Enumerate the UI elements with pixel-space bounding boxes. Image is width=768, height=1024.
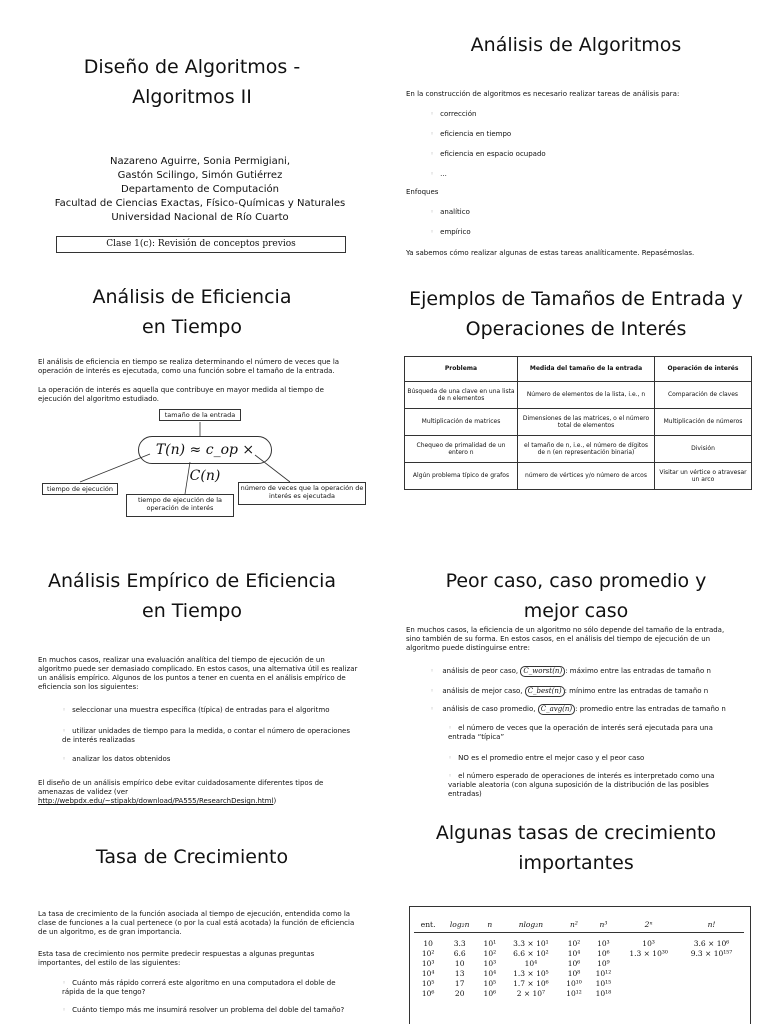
slide-casos	[384, 544, 768, 816]
table-cell: 10³	[642, 939, 655, 948]
table-cell: 10	[423, 939, 433, 948]
table-row	[405, 463, 752, 490]
sub-bullet-item: ◦ el número esperado de operaciones de interés es interpretado como una variable aleatoria (con alguna suposición de la distribución de las posibles entradas)	[448, 772, 738, 799]
intro-text: En la construcción de algoritmos es necesario realizar tareas de análisis para:	[406, 90, 680, 98]
avg-desc: : promedio entre las entradas de tamaño n	[575, 705, 726, 713]
bullet-best-case	[430, 686, 708, 697]
worst-label: análisis de peor caso,	[442, 667, 519, 675]
best-desc: : mínimo entre las entradas de tamaño n	[564, 687, 709, 695]
table-cell: 1.7 × 10⁶	[513, 979, 549, 988]
table-cell: 10¹⁸	[595, 989, 612, 998]
bullet-item: ◦ utilizar unidades de tiempo para la medida, o contar el número de operaciones de interés realizadas	[62, 727, 352, 745]
authors-line: Gastón Scilingo, Simón Gutiérrez	[117, 170, 283, 181]
sub-bullet-item: ◦ NO es el promedio entre el mejor caso y el peor caso	[448, 754, 738, 763]
slide-title	[0, 0, 384, 272]
bullet-avg-case	[430, 704, 726, 715]
heading-line1: Peor caso, caso promedio y	[445, 570, 707, 592]
slide-heading	[384, 566, 768, 626]
table-row	[414, 959, 744, 969]
time-formula: T(n) ≈ c_op × C(n)	[138, 436, 272, 464]
table-cell: 10¹⁰	[566, 979, 582, 988]
best-symbol: C_best(n)	[525, 686, 565, 697]
table-cell: Búsqueda de una clave en una lista de n elementos	[405, 382, 518, 409]
table-row	[405, 382, 752, 409]
slide-eficiencia	[0, 272, 384, 544]
table-cell: 10⁴	[483, 969, 497, 978]
intro-text: En muchos casos, la eficiencia de un algoritmo no sólo depende del tamaño de la entrada, sino también de su forma. En estos casos, en el análisis del tiempo de ejecución de un algoritmo puede distinguirse entre:	[406, 626, 725, 652]
slide-heading	[384, 818, 768, 878]
heading-line2: en Tiempo	[142, 316, 242, 338]
table-cell: Chequeo de primalidad de un entero n	[405, 436, 518, 463]
table-cell	[618, 979, 679, 989]
course-title-line2: Algoritmos II	[132, 86, 252, 108]
table-cell: 6.6 × 10²	[513, 949, 549, 958]
bullet-item: ◦ analizar los datos obtenidos	[62, 755, 352, 764]
paragraph: Esta tasa de crecimiento nos permite predecir respuestas a algunas preguntas importantes, del estilo de las siguientes:	[38, 950, 315, 967]
table-cell: 10²	[421, 949, 435, 958]
bullet-item: ◦ seleccionar una muestra específica (típica) de entradas para el algoritmo	[62, 706, 352, 715]
column-header: nlog₂n	[503, 918, 560, 933]
faculty: Facultad de Ciencias Exactas, Físico-Químicas y Naturales	[54, 198, 346, 209]
table-cell: 10³	[421, 959, 435, 968]
table-cell: 10⁴	[524, 959, 538, 968]
course-title-line1: Diseño de Algoritmos -	[83, 56, 301, 78]
table-cell: 10⁶	[483, 989, 497, 998]
table-cell: número de vértices y/o número de arcos	[518, 463, 655, 490]
bullet-item: ◦ Cuánto más rápido correrá este algoritmo en una computadora el doble de rápida de la que tengo?	[62, 979, 352, 997]
paragraph	[38, 779, 360, 806]
column-header: ent.	[414, 918, 442, 933]
table-cell	[679, 969, 744, 979]
paragraph: En muchos casos, realizar una evaluación analítica del tiempo de ejecución de un algoritmo puede ser demasiado complicado. En estos casos, una alternativa útil es realizar un análisis empírico. Algunos de los puntos a tener en cuenta en el análisis empírico de eficiencia son los siguientes:	[38, 656, 358, 691]
table-header-row	[414, 918, 744, 933]
department: Departamento de Computación	[121, 184, 279, 195]
paragraph: El análisis de eficiencia en tiempo se realiza determinando el número de veces que la operación de interés es ejecutada, como una función sobre el tamaño de la entrada.	[38, 358, 340, 375]
table-row	[405, 436, 752, 463]
table-cell: Comparación de claves	[655, 382, 752, 409]
table-cell: el tamaño de n, i.e., el número de dígitos de n (en representación binaria)	[518, 436, 655, 463]
label-op-count: número de veces que la operación de interés es ejecutada	[238, 482, 366, 505]
table-cell	[679, 979, 744, 989]
bullet-item: ◦ Cuánto tiempo más me insumirá resolver un problema del doble del tamaño?	[62, 1006, 352, 1015]
table-cell: 3.3 × 10¹	[513, 939, 549, 948]
best-label: análisis de mejor caso,	[442, 687, 523, 695]
heading-line2: importantes	[518, 852, 634, 874]
table-cell: 17	[454, 979, 465, 988]
table-row	[414, 949, 744, 959]
table-cell: Dimensiones de las matrices, o el número total de elementos	[518, 409, 655, 436]
table-cell	[618, 969, 679, 979]
table-cell: 3.3	[453, 939, 466, 948]
table-cell: 6.6	[453, 949, 466, 958]
heading-line1: Análisis Empírico de Eficiencia	[48, 570, 336, 592]
slide-empirico	[0, 544, 384, 816]
table-cell: 20	[454, 989, 465, 998]
bullet-item: ◦ corrección	[430, 110, 476, 119]
table-cell: 10⁴	[421, 969, 435, 978]
slide-analisis	[384, 0, 768, 272]
table-cell: 10⁶	[421, 989, 435, 998]
bullet-item: ◦ empírico	[430, 228, 471, 237]
slide-heading	[0, 566, 384, 626]
column-header: Operación de interés	[655, 357, 752, 382]
table-cell: Multiplicación de matrices	[405, 409, 518, 436]
course-title	[0, 52, 384, 112]
research-design-link[interactable]: http://webpdx.edu/~stipakb/download/PA555/ResearchDesign.html	[38, 797, 274, 805]
bullet-worst-case	[430, 666, 711, 677]
bullet-item: ◦ ...	[430, 170, 447, 179]
avg-label: análisis de caso promedio,	[442, 705, 536, 713]
slide-heading	[384, 284, 768, 344]
table-cell: 10⁴	[567, 949, 581, 958]
table-cell: 1.3 × 10⁵	[513, 969, 549, 978]
table-row	[405, 409, 752, 436]
column-header: 2ⁿ	[618, 918, 679, 933]
slide-heading: Tasa de Crecimiento	[95, 846, 289, 868]
paragraph: La operación de interés es aquella que contribuye en mayor medida al tiempo de ejecución del algoritmo estudiado.	[38, 386, 324, 403]
table-header-row	[405, 357, 752, 382]
table-cell: 13	[454, 969, 465, 978]
table-row	[414, 933, 744, 950]
bullet-item: ◦ eficiencia en espacio ocupado	[430, 150, 546, 159]
table-cell: División	[655, 436, 752, 463]
enfoques-label: Enfoques	[406, 188, 439, 196]
growth-rates-table	[414, 918, 744, 999]
worst-desc: : máximo entre las entradas de tamaño n	[565, 667, 711, 675]
column-header: n²	[559, 918, 588, 933]
column-header: Medida del tamaño de la entrada	[518, 357, 655, 382]
table-cell: Algún problema típico de grafos	[405, 463, 518, 490]
examples-table	[404, 356, 752, 490]
table-cell: 9.3 × 10¹⁵⁷	[690, 949, 733, 958]
slide-heading: Análisis de Algoritmos	[470, 34, 682, 56]
table-row	[414, 969, 744, 979]
table-cell: 10¹²	[566, 989, 582, 998]
heading-line1: Ejemplos de Tamaños de Entrada y	[409, 288, 743, 310]
heading-line2: en Tiempo	[142, 600, 242, 622]
connector-line	[80, 454, 150, 482]
column-header: Problema	[405, 357, 518, 382]
table-cell	[679, 989, 744, 999]
column-header: n³	[589, 918, 618, 933]
table-cell: Número de elementos de la lista, i.e., n	[518, 382, 655, 409]
paragraph-end: )	[273, 797, 277, 805]
table-cell: 10⁸	[567, 969, 581, 978]
table-cell: 10¹²	[595, 969, 612, 978]
avg-symbol: C_avg(n)	[538, 704, 575, 715]
table-cell: 10²	[483, 949, 497, 958]
slide-tasas	[384, 816, 768, 1024]
sub-bullet-item: ◦ el número de veces que la operación de interés será ejecutada para una entrada “típica”	[448, 724, 738, 742]
label-op-time: tiempo de ejecución de la operación de interés	[126, 494, 234, 517]
class-box: Clase 1(c): Revisión de conceptos previos	[56, 236, 346, 253]
table-cell: Multiplicación de números	[655, 409, 752, 436]
paragraph: La tasa de crecimiento de la función asociada al tiempo de ejecución, entendida como la clase de funciones a la cual pertenece (o por la cual está acotada) la función de eficiencia de un algoritmo, es de gran importancia.	[38, 910, 355, 936]
table-cell: 10³	[483, 959, 497, 968]
bullet-item: ◦ analítico	[430, 208, 470, 217]
table-cell: 10⁵	[421, 979, 435, 988]
table-cell: 10²	[567, 939, 581, 948]
table-cell: 2 × 10⁷	[516, 989, 546, 998]
heading-line1: Algunas tasas de crecimiento	[435, 822, 717, 844]
table-cell: 10	[454, 959, 465, 968]
heading-line2: Operaciones de Interés	[465, 318, 687, 340]
paragraph-text: El diseño de un análisis empírico debe evitar cuidadosamente diferentes tipos de amenazas de validez (ver	[38, 779, 324, 796]
table-cell: 1.3 × 10³⁰	[629, 949, 668, 958]
bullet-item: ◦ eficiencia en tiempo	[430, 130, 511, 139]
table-cell: 3.6 × 10⁶	[693, 939, 730, 948]
heading-line1: Análisis de Eficiencia	[92, 286, 292, 308]
label-input-size: tamaño de la entrada	[159, 409, 241, 421]
table-cell: 10⁹	[597, 959, 610, 968]
table-cell: Visitar un vértice o atravesar un arco	[655, 463, 752, 490]
table-row	[414, 979, 744, 989]
table-cell	[618, 989, 679, 999]
table-cell	[618, 959, 679, 969]
column-header: log₂n	[442, 918, 477, 933]
table-cell: 10⁶	[567, 959, 581, 968]
closing-text: Ya sabemos cómo realizar algunas de estas tareas analíticamente. Repasémoslas.	[406, 249, 695, 257]
worst-symbol: C_worst(n)	[520, 666, 565, 677]
authors-block	[0, 155, 384, 225]
table-row	[414, 989, 744, 999]
column-header: n	[477, 918, 502, 933]
heading-line2: mejor caso	[523, 600, 629, 622]
table-cell: 10¹⁵	[595, 979, 612, 988]
table-cell: 10³	[597, 939, 610, 948]
table-cell: 10⁵	[483, 979, 497, 988]
column-header: n!	[679, 918, 744, 933]
slide-tasa	[0, 816, 384, 1024]
table-cell	[679, 959, 744, 969]
table-cell: 10¹	[483, 939, 497, 948]
authors-line: Nazareno Aguirre, Sonia Permigiani,	[109, 156, 291, 167]
slide-ejemplos	[384, 272, 768, 544]
label-exec-time: tiempo de ejecución	[42, 483, 118, 495]
university: Universidad Nacional de Río Cuarto	[111, 212, 289, 223]
table-cell: 10⁶	[597, 949, 610, 958]
